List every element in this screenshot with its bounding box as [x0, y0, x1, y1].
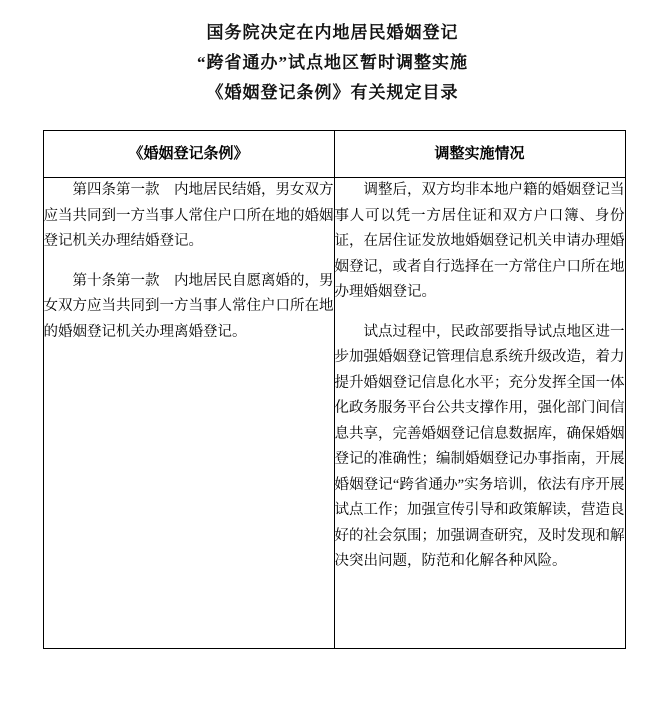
table-header-row [43, 131, 625, 178]
cell-adjustment-text [334, 178, 625, 649]
table-container [43, 130, 623, 649]
title-line-3: 《婚姻登记条例》有关规定目录 [206, 83, 459, 102]
table-header-adjustment: 调整实施情况 [334, 131, 625, 178]
document-title [0, 0, 665, 108]
table-header-regulation: 《婚姻登记条例》 [43, 131, 334, 178]
adjustment-paragraph-1: 调整后，双方均非本地户籍的婚姻登记当事人可以凭一方居住证和双方户口簿、身份证，在居住证发放地婚姻登记机关申请办理婚姻登记，或者自行选择在一方常住户口所在地办理婚姻登记。 [334, 182, 625, 300]
title-line-1: 国务院决定在内地居民婚姻登记 [206, 23, 459, 42]
cell-adjustment-inner [335, 178, 625, 648]
cell-regulation-text [43, 178, 334, 649]
regulation-paragraph-1: 第四条第一款 内地居民结婚，男女双方应当共同到一方当事人常住户口所在地的婚姻登记机关办理结婚登记。 [43, 182, 334, 249]
adjustment-table [43, 130, 626, 649]
table-row [43, 178, 625, 649]
title-line-2: “跨省通办”试点地区暂时调整实施 [197, 53, 468, 72]
cell-regulation-inner [44, 178, 334, 648]
adjustment-paragraph-2: 试点过程中，民政部要指导试点地区进一步加强婚姻登记管理信息系统升级改造，着力提升婚姻登记信息化水平；充分发挥全国一体化政务服务平台公共支撑作用，强化部门间信息共享，完善婚姻登记信息数据库，确保婚姻登记的准确性；编制婚姻登记办事指南，开展婚姻登记“跨省通办”实务培训，依法有序开展试点工作；加强宣传引导和政策解读，营造良好的社会氛围；加强调查研究，及时发现和解决突出问题，防范和化解各种风险。 [334, 323, 625, 569]
regulation-paragraph-2: 第十条第一款 内地居民自愿离婚的，男女双方应当共同到一方当事人常住户口所在地的婚姻登记机关办理离婚登记。 [43, 272, 334, 340]
